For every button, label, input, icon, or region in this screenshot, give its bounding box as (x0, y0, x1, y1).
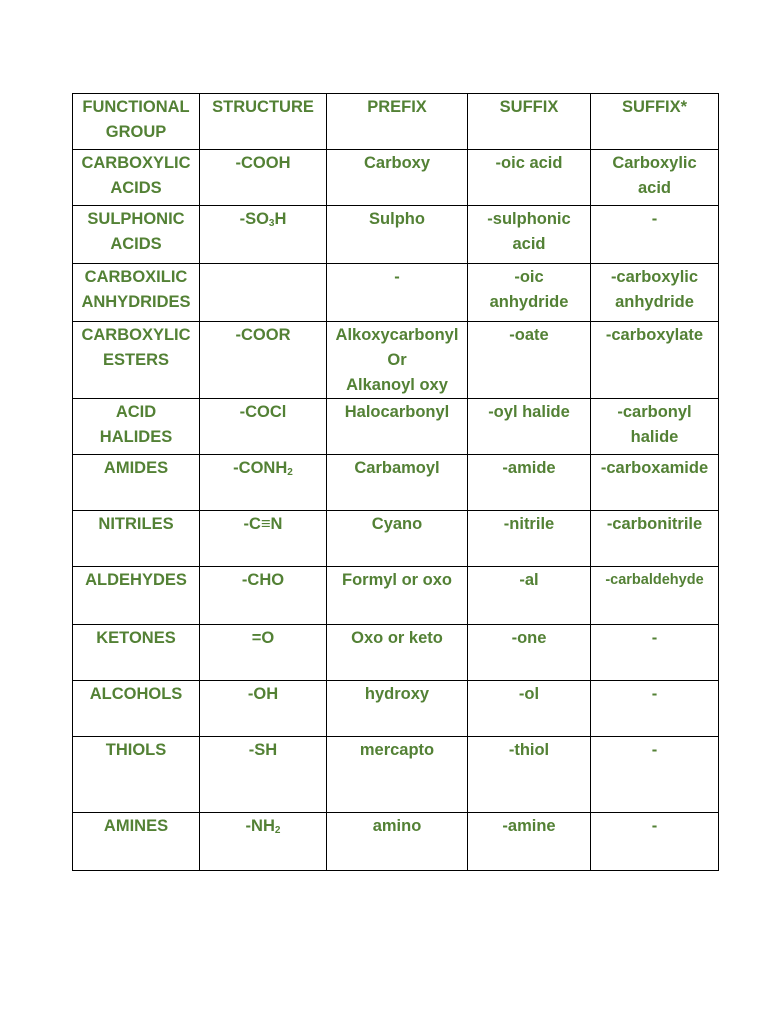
prefix-cell: Carboxy (327, 150, 468, 206)
suffix-cell: -amide (468, 455, 591, 511)
suffix-alt-cell: -carboxylate (591, 322, 719, 399)
suffix-alt-cell: - (591, 625, 719, 681)
prefix-cell: - (327, 264, 468, 322)
structure-cell: -OH (200, 681, 327, 737)
suffix-cell: -oyl halide (468, 399, 591, 455)
structure-main: -CONH (233, 459, 288, 477)
table-row (73, 206, 719, 264)
header-suffix: SUFFIX (468, 94, 591, 150)
structure-cell: -C≡N (200, 511, 327, 567)
group-cell: CARBOXYLIC ACIDS (73, 150, 200, 206)
structure-cell: -COCl (200, 399, 327, 455)
group-cell: CARBOXILIC ANHYDRIDES (73, 264, 200, 322)
suffix-alt-cell: -carbonyl halide (591, 399, 719, 455)
table-row (73, 625, 719, 681)
group-cell: CARBOXYLIC ESTERS (73, 322, 200, 399)
structure-subscript: 2 (287, 467, 293, 478)
group-cell: AMIDES (73, 455, 200, 511)
group-cell: AMINES (73, 813, 200, 871)
header-prefix: PREFIX (327, 94, 468, 150)
table-row (73, 681, 719, 737)
prefix-cell: Oxo or keto (327, 625, 468, 681)
structure-cell (200, 813, 327, 871)
suffix-alt-cell: -carbaldehyde (591, 567, 719, 625)
table-row (73, 737, 719, 813)
prefix-cell: mercapto (327, 737, 468, 813)
table-row (73, 264, 719, 322)
header-functional-group: FUNCTIONAL GROUP (73, 94, 200, 150)
suffix-cell: -thiol (468, 737, 591, 813)
structure-main: -SO (239, 210, 269, 228)
suffix-cell: -al (468, 567, 591, 625)
structure-subscript: 3 (268, 218, 275, 229)
prefix-cell: Cyano (327, 511, 468, 567)
structure-subscript: 2 (274, 825, 281, 836)
group-cell: THIOLS (73, 737, 200, 813)
header-row (73, 94, 719, 150)
structure-cell (200, 206, 327, 264)
prefix-cell: Carbamoyl (327, 455, 468, 511)
suffix-cell: -oate (468, 322, 591, 399)
prefix-cell: Sulpho (327, 206, 468, 264)
suffix-cell: -oic anhydride (468, 264, 591, 322)
structure-cell: -COOH (200, 150, 327, 206)
table-row (73, 455, 719, 511)
prefix-cell: Halocarbonyl (327, 399, 468, 455)
prefix-cell: hydroxy (327, 681, 468, 737)
prefix-cell: Alkoxycarbonyl Or Alkanoyl oxy (327, 322, 468, 399)
suffix-cell: -nitrile (468, 511, 591, 567)
prefix-cell: Formyl or oxo (327, 567, 468, 625)
structure-cell: -SH (200, 737, 327, 813)
structure-cell: -COOR (200, 322, 327, 399)
structure-cell: =O (200, 625, 327, 681)
structure-cell (200, 264, 327, 322)
suffix-alt-cell: - (591, 681, 719, 737)
suffix-cell: -amine (468, 813, 591, 871)
structure-cell (200, 455, 327, 511)
suffix-alt-cell: - (591, 737, 719, 813)
group-cell: ALCOHOLS (73, 681, 200, 737)
structure-cell: -CHO (200, 567, 327, 625)
suffix-alt-cell: Carboxylic acid (591, 150, 719, 206)
suffix-alt-cell: - (591, 813, 719, 871)
suffix-cell: -sulphonic acid (468, 206, 591, 264)
table-row (73, 322, 719, 399)
table-row (73, 399, 719, 455)
group-cell: KETONES (73, 625, 200, 681)
table-row (73, 567, 719, 625)
suffix-alt-cell: - (591, 206, 719, 264)
table-row (73, 813, 719, 871)
functional-groups-table (72, 93, 719, 871)
header-structure: STRUCTURE (200, 94, 327, 150)
table-row (73, 150, 719, 206)
group-cell: SULPHONIC ACIDS (73, 206, 200, 264)
suffix-cell: -ol (468, 681, 591, 737)
table-row (73, 511, 719, 567)
suffix-alt-cell: -carboxamide (591, 455, 719, 511)
structure-tail: H (274, 210, 287, 228)
group-cell: ACID HALIDES (73, 399, 200, 455)
group-cell: ALDEHYDES (73, 567, 200, 625)
suffix-cell: -oic acid (468, 150, 591, 206)
prefix-cell: amino (327, 813, 468, 871)
suffix-alt-cell: -carboxylic anhydride (591, 264, 719, 322)
header-suffix-alt: SUFFIX* (591, 94, 719, 150)
group-cell: NITRILES (73, 511, 200, 567)
suffix-cell: -one (468, 625, 591, 681)
suffix-alt-cell: -carbonitrile (591, 511, 719, 567)
structure-main: -NH (245, 817, 275, 835)
